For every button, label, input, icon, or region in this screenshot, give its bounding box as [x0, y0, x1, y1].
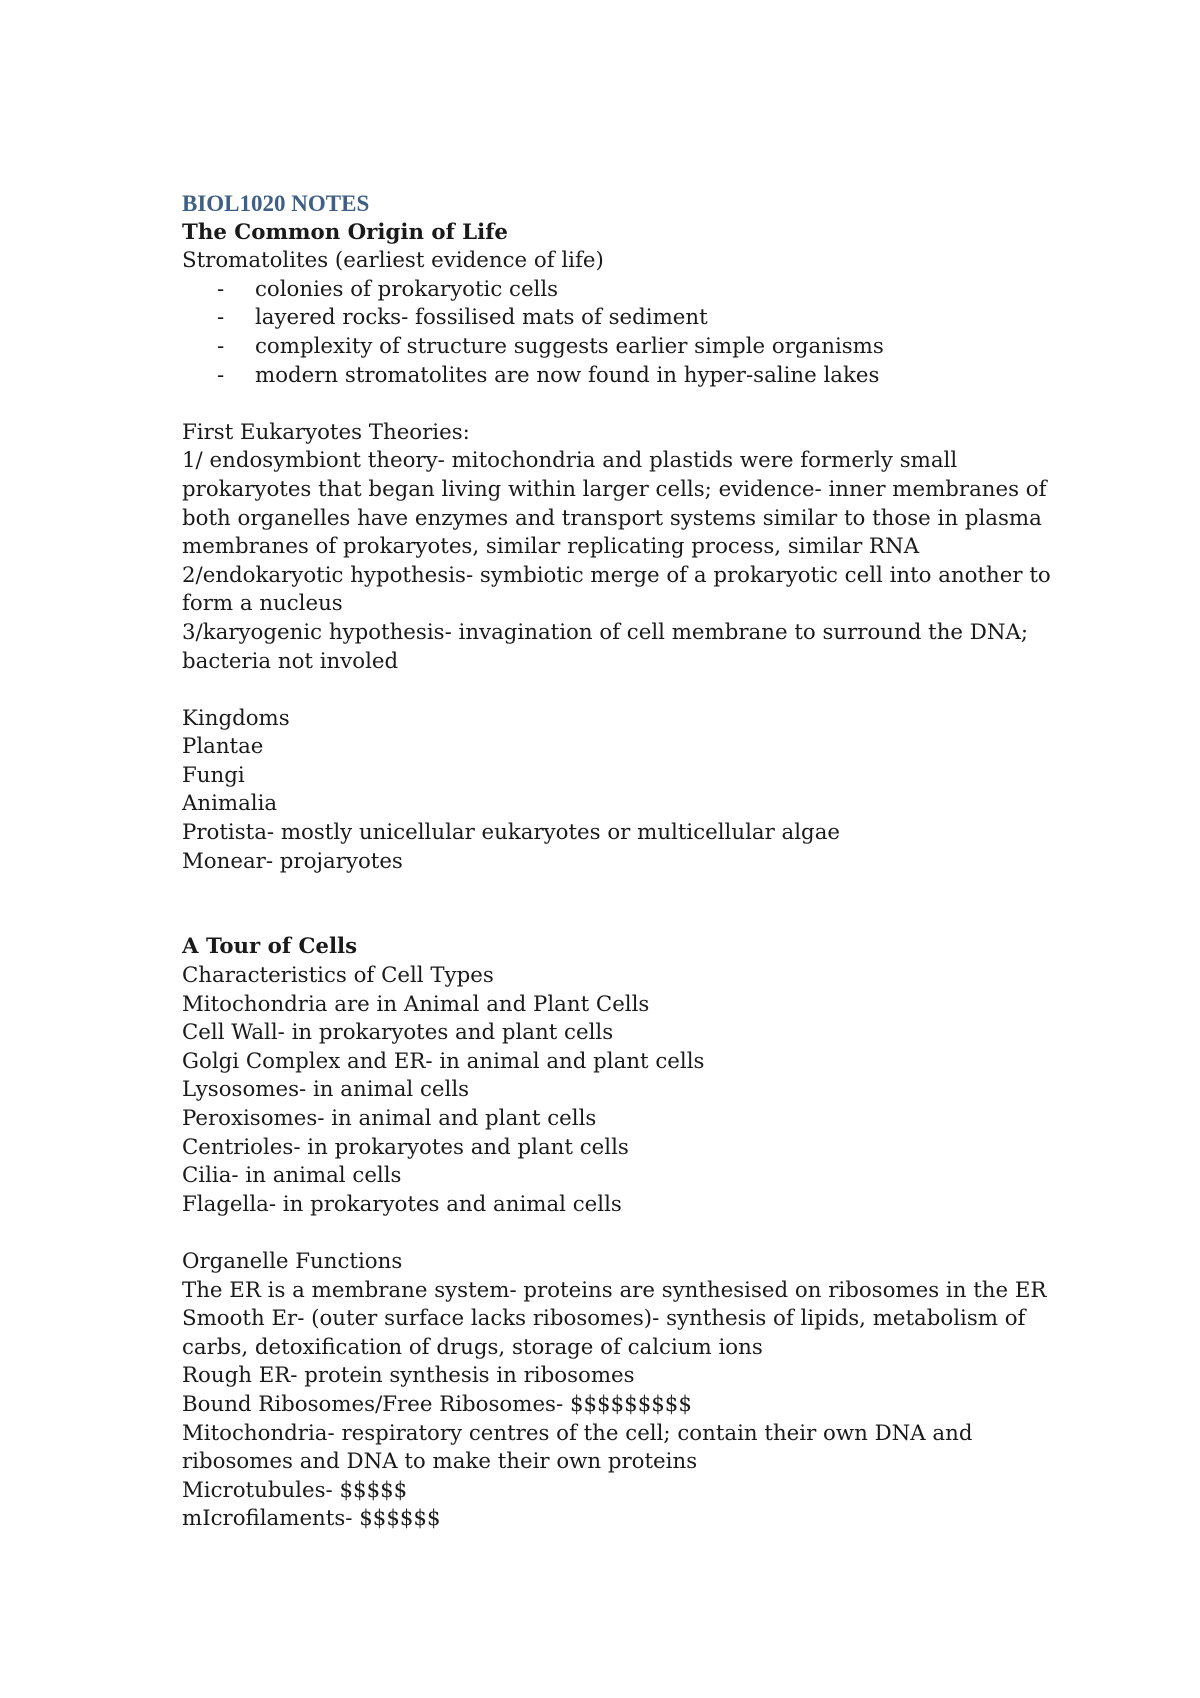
theory-paragraph: 3/karyogenic hypothesis- invagination of cell membrane to surround the DNA; bacteria not involed	[182, 619, 1029, 674]
theories-label: First Eukaryotes Theories:	[182, 419, 470, 445]
bullet-item: - layered rocks- fossilised mats of sediment	[182, 304, 1082, 333]
organelle-line: Mitochondria- respiratory centres of the cell; contain their own DNA and ribosomes and DNA to make their own proteins	[182, 1420, 973, 1475]
organelle-line: Rough ER- protein synthesis in ribosomes	[182, 1363, 635, 1389]
organelle-line: Smooth Er- (outer surface lacks ribosomes)- synthesis of lipids, metabolism of carbs, detoxification of drugs, storage of calcium ions	[182, 1306, 1026, 1360]
bullet-item: - modern stromatolites are now found in hyper-saline lakes	[182, 362, 1082, 391]
section-heading-origin-of-life: The Common Origin of Life	[182, 219, 508, 245]
dash-bullet-icon: -	[217, 362, 225, 388]
organelle-line: Microtubules- $$$$$	[182, 1477, 408, 1503]
dash-bullet-icon: -	[217, 305, 225, 331]
characteristic-item: Peroxisomes- in animal and plant cells	[182, 1106, 597, 1131]
organelle-line: Bound Ribosomes/Free Ribosomes- $$$$$$$$$	[182, 1391, 692, 1417]
characteristic-item: Golgi Complex and ER- in animal and plant cells	[182, 1048, 705, 1074]
kingdom-item: Plantae	[182, 734, 264, 760]
kingdoms-label: Kingdoms	[182, 705, 290, 731]
document-title: BIOL1020 NOTES	[182, 191, 370, 216]
theory-paragraph: 1/ endosymbiont theory- mitochondria and plastids were formerly small prokaryotes that began living within larger cells; evidence- inner membranes of both organelles have enzymes and transport systems similar to those in plasma membranes of prokaryotes, similar replicating process, similar RNA	[182, 448, 1047, 560]
document-page	[182, 190, 1082, 1534]
characteristics-label: Characteristics of Cell Types	[182, 963, 494, 989]
spacer	[182, 1219, 1082, 1248]
kingdom-item: Monear- projaryotes	[182, 848, 403, 874]
characteristic-item: Cell Wall- in prokaryotes and plant cells	[182, 1020, 614, 1046]
characteristic-item: Cilia- in animal cells	[182, 1163, 402, 1189]
spacer	[182, 390, 1082, 419]
stromatolites-label: Stromatolites (earliest evidence of life)	[182, 248, 604, 274]
dash-bullet-icon: -	[217, 333, 225, 359]
dash-bullet-icon: -	[217, 276, 225, 302]
spacer	[182, 876, 1082, 933]
stromatolites-bullet-list	[182, 276, 1082, 390]
kingdom-item: Fungi	[182, 762, 245, 788]
characteristic-item: Lysosomes- in animal cells	[182, 1077, 470, 1103]
spacer	[182, 676, 1082, 705]
kingdom-item: Animalia	[182, 791, 278, 817]
organelle-line: The ER is a membrane system- proteins are synthesised on ribosomes in the ER	[182, 1277, 1047, 1303]
theory-paragraph: 2/endokaryotic hypothesis- symbiotic merge of a prokaryotic cell into another to form a nucleus	[182, 562, 1051, 617]
characteristic-item: Flagella- in prokaryotes and animal cells	[182, 1191, 622, 1217]
section-heading-tour-of-cells: A Tour of Cells	[182, 934, 358, 960]
kingdom-item: Protista- mostly unicellular eukaryotes or multicellular algae	[182, 820, 840, 846]
characteristic-item: Centrioles- in prokaryotes and plant cells	[182, 1134, 629, 1160]
bullet-item: - complexity of structure suggests earlier simple organisms	[182, 333, 1082, 362]
bullet-item: - colonies of prokaryotic cells	[182, 276, 1082, 305]
organelle-functions-label: Organelle Functions	[182, 1248, 403, 1274]
organelle-line: mIcrofilaments- $$$$$$	[182, 1506, 441, 1532]
characteristic-item: Mitochondria are in Animal and Plant Cells	[182, 991, 650, 1017]
